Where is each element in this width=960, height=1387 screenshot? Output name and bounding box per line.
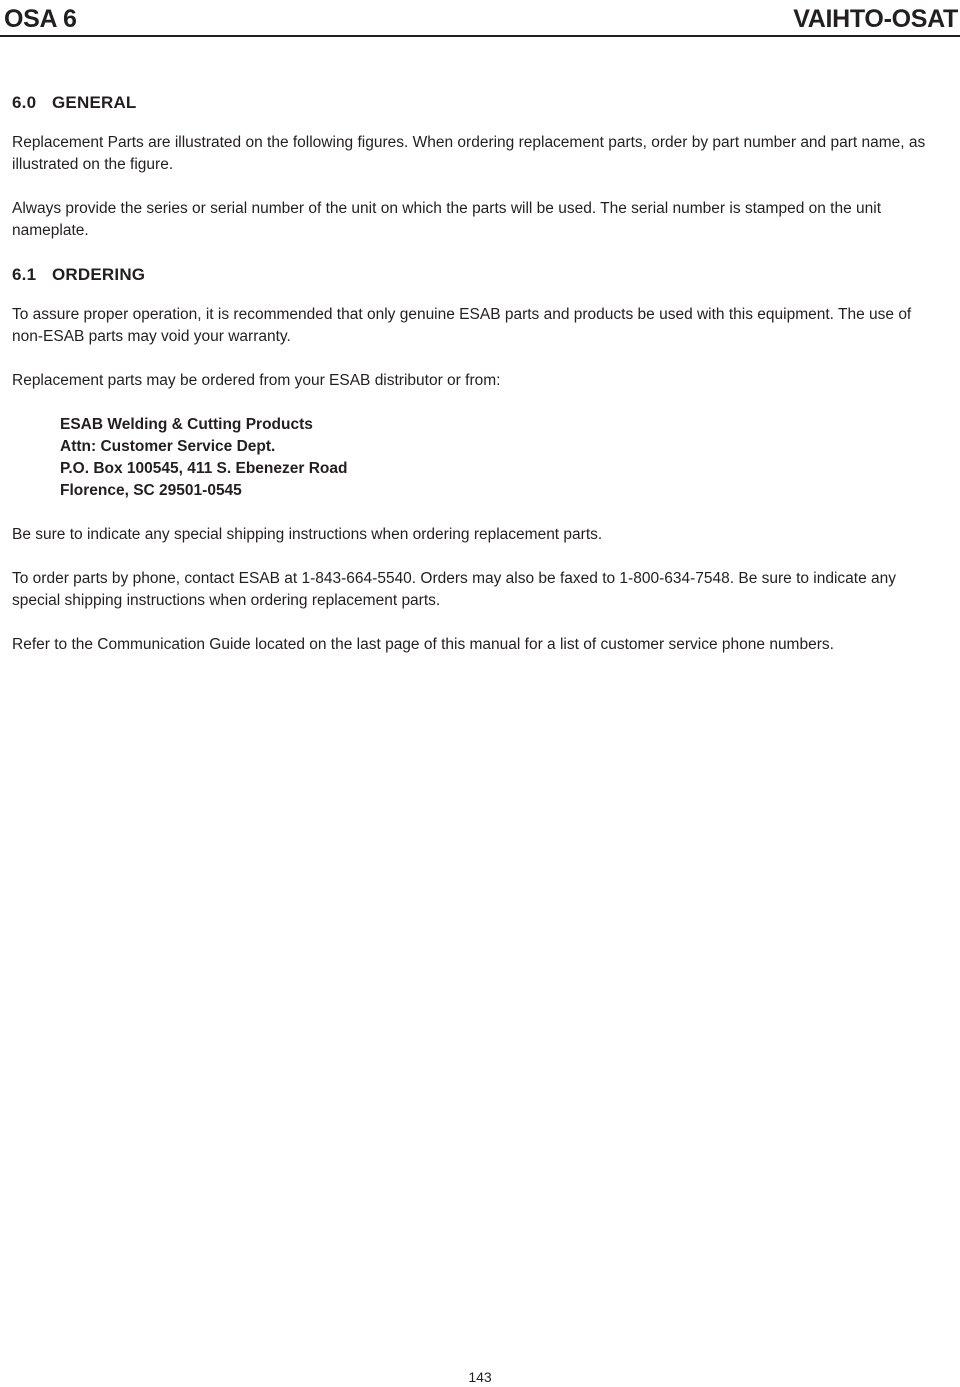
address-line: P.O. Box 100545, 411 S. Ebenezer Road: [60, 460, 348, 477]
section-heading-general: [12, 92, 940, 114]
page-header: [0, 0, 960, 37]
paragraph: Always provide the series or serial number of the unit on which the parts will be used. The serial number is stamped on the unit nameplate.: [12, 200, 882, 239]
document-body: [12, 92, 940, 678]
mailing-address: [60, 414, 940, 502]
section-title: GENERAL: [52, 93, 137, 112]
section-title: ORDERING: [52, 265, 146, 284]
paragraph: Refer to the Communication Guide located on the last page of this manual for a list of customer service phone numbers.: [12, 636, 834, 653]
chapter-label: OSA 6: [4, 5, 77, 33]
address-line: Florence, SC 29501-0545: [60, 482, 242, 499]
address-line: ESAB Welding & Cutting Products: [60, 416, 313, 433]
paragraph: To assure proper operation, it is recommended that only genuine ESAB parts and products be used with this equipment. The use of non-ESAB parts may void your warranty.: [12, 306, 912, 345]
paragraph: Replacement parts may be ordered from your ESAB distributor or from:: [12, 372, 501, 389]
chapter-title: VAIHTO-OSAT: [793, 5, 958, 33]
page-number: 143: [468, 1369, 492, 1385]
address-line: Attn: Customer Service Dept.: [60, 438, 276, 455]
paragraph: To order parts by phone, contact ESAB at 1-843-664-5540. Orders may also be faxed to 1-800-634-7548. Be sure to indicate any special shipping instructions when ordering replacement parts.: [12, 570, 897, 609]
paragraph: Be sure to indicate any special shipping instructions when ordering replacement parts.: [12, 526, 603, 543]
section-heading-ordering: [12, 264, 940, 286]
header-divider: [0, 35, 960, 37]
paragraph: Replacement Parts are illustrated on the following figures. When ordering replacement parts, order by part number and part name, as illustrated on the figure.: [12, 134, 926, 173]
section-number: 6.0: [12, 93, 37, 112]
section-number: 6.1: [12, 265, 37, 284]
